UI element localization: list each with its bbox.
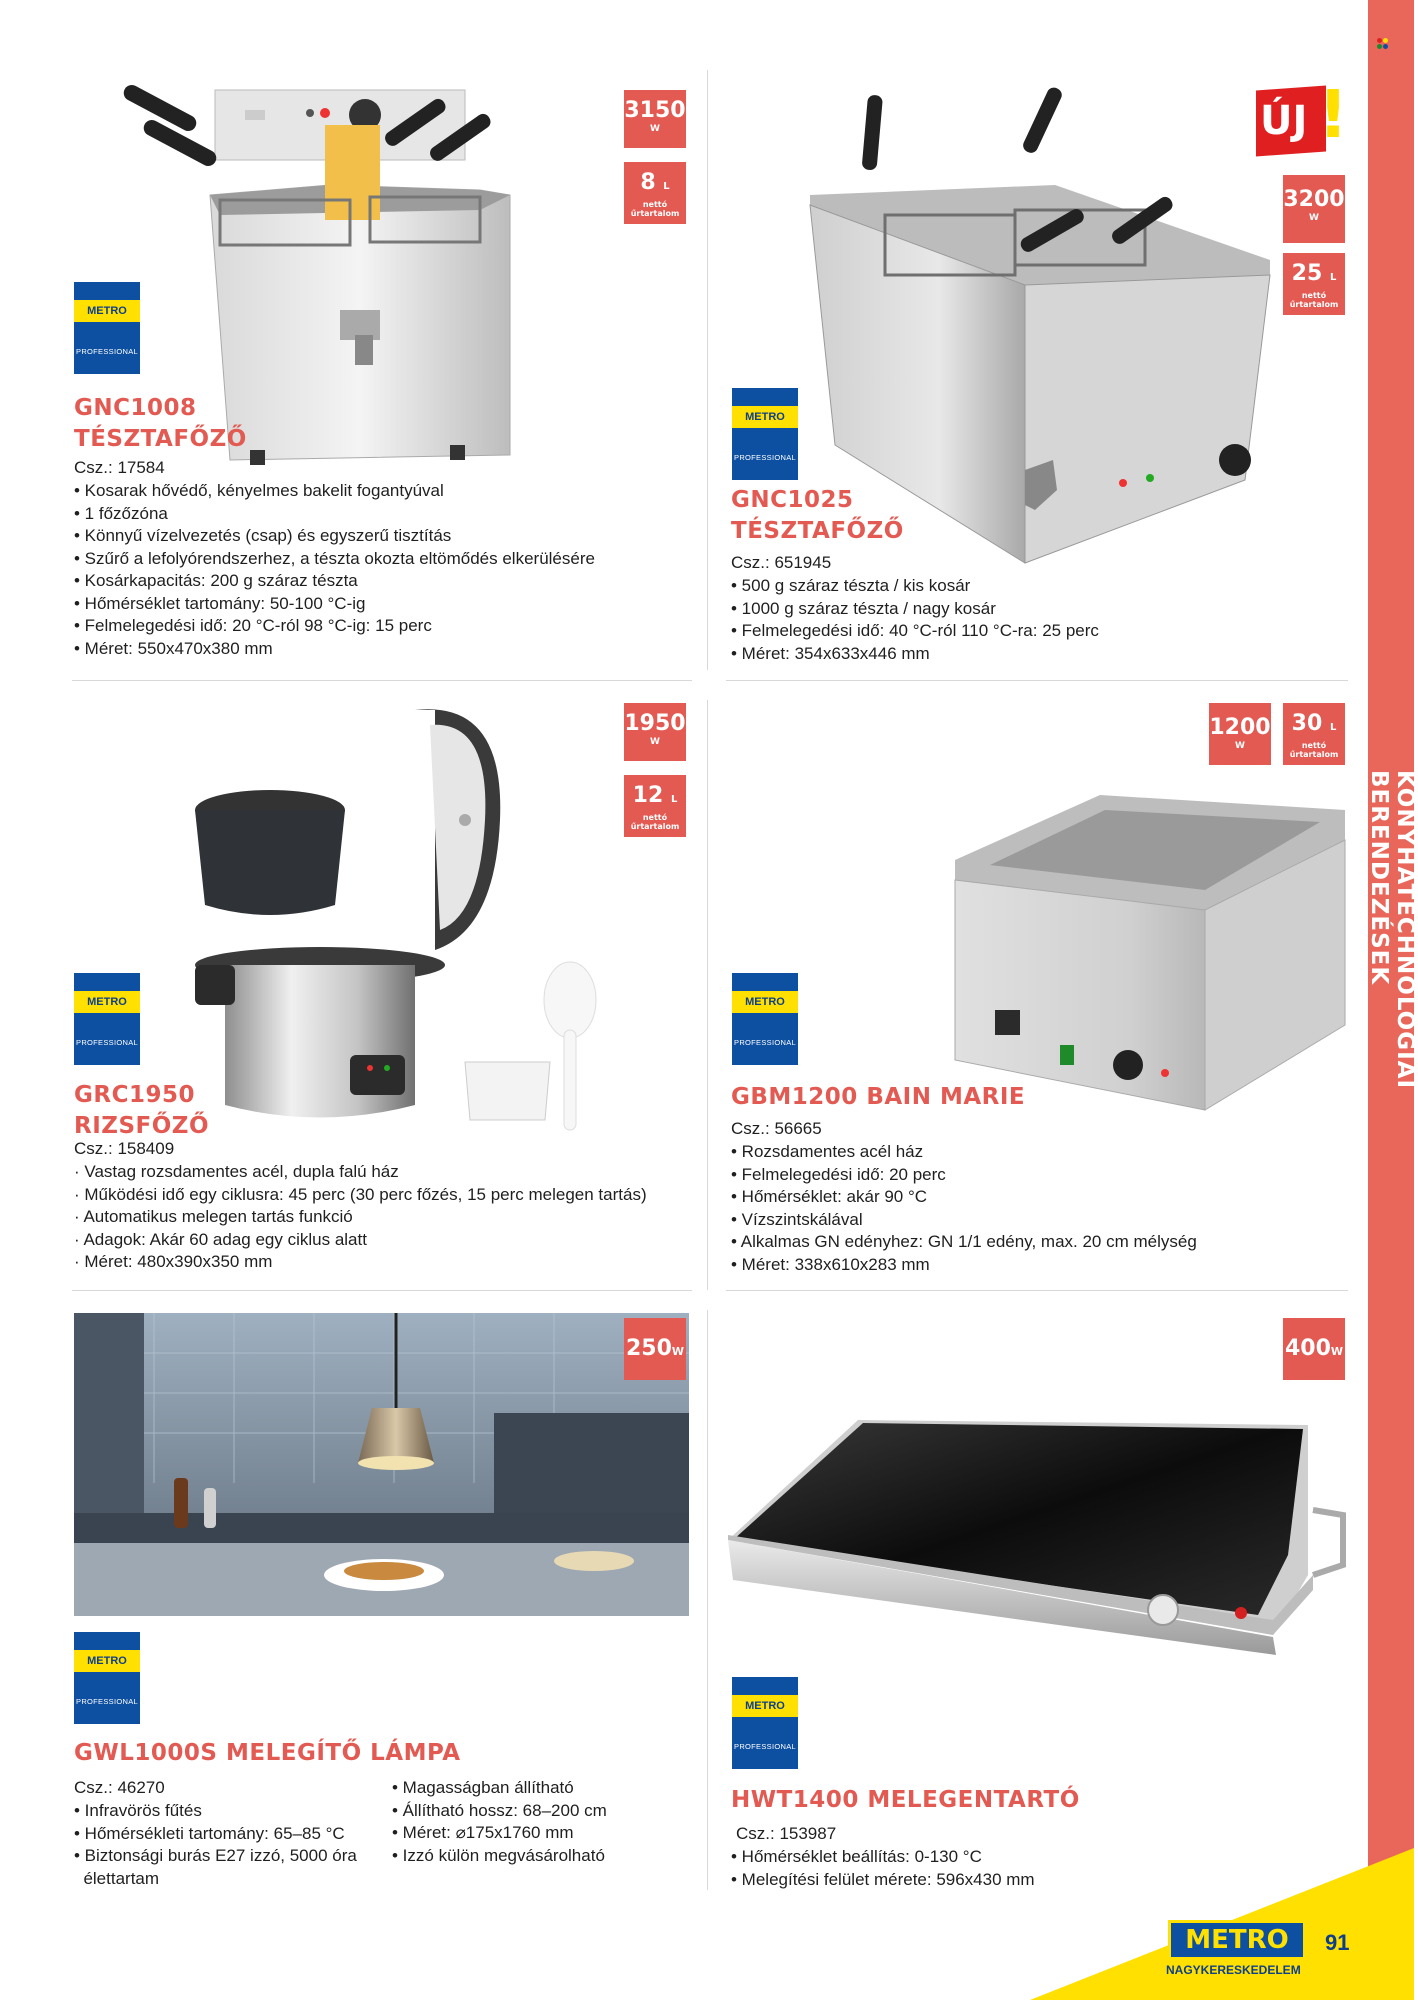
product-code: Csz.: 17584	[74, 458, 165, 477]
feature-list	[731, 1846, 1035, 1891]
list-item: • Hőmérséklet: akár 90 °C	[731, 1187, 928, 1206]
kitchen-heat-lamp-photo	[74, 1313, 689, 1616]
divider	[726, 680, 1348, 681]
list-item: • 1 főzőzóna	[74, 503, 168, 523]
volume-badge: 25 L nettó űrtartalom	[1283, 253, 1345, 315]
warming-tray-image	[728, 1415, 1348, 1645]
volume-badge: 12 L nettó űrtartalom	[624, 775, 686, 837]
list-item: • Alkalmas GN edényhez: GN 1/1 edény, max. 20 cm mélység	[731, 1232, 1197, 1251]
product-title: GNC1025 TÉSZTAFŐZŐ	[731, 487, 904, 544]
product-title: GWL1000S MELEGÍTŐ LÁMPA	[74, 1740, 461, 1766]
rice-cooker-image	[195, 700, 615, 1140]
feature-list	[74, 1161, 647, 1274]
feature-list	[731, 575, 1099, 665]
divider	[72, 680, 692, 681]
list-item: • Rozsdamentes acél ház	[731, 1142, 924, 1161]
product-title: HWT1400 MELEGENTARTÓ	[731, 1787, 1080, 1813]
list-item: · Vastag rozsdamentes acél, dupla falú ház	[74, 1162, 399, 1181]
power-badge: 250W	[624, 1318, 686, 1380]
list-item: • Méret: 338x610x283 mm	[731, 1254, 930, 1274]
list-item: • Infravörös fűtés	[74, 1801, 202, 1820]
list-item: • Kosárkapacitás: 200 g száraz tészta	[74, 571, 358, 590]
metro-professional-logo: METRO PROFESSIONAL	[74, 1632, 140, 1724]
divider	[707, 1310, 708, 1890]
feature-list	[74, 480, 595, 660]
metro-professional-logo: METRO PROFESSIONAL	[732, 1677, 798, 1769]
feature-list	[392, 1777, 607, 1867]
product-title: GNC1008 TÉSZTAFŐZŐ	[74, 395, 247, 452]
power-badge: 1950 W	[624, 703, 686, 761]
list-item: · Méret: 480x390x350 mm	[74, 1252, 273, 1271]
list-item: • Melegítési felület mérete: 596x430 mm	[731, 1869, 1035, 1889]
feature-list	[731, 1141, 1197, 1276]
list-item: • Magasságban állítható	[392, 1778, 574, 1797]
list-item: · Adagok: Akár 60 adag egy ciklus alatt	[74, 1229, 367, 1249]
section-label: KONYHATECHNOLÓGIAI BERENDEZÉSEK	[1366, 770, 1418, 1090]
product-title: GRC1950 RIZSFŐZŐ	[74, 1082, 210, 1139]
feature-list	[74, 1800, 357, 1890]
product-code: Csz.: 46270	[74, 1778, 165, 1797]
list-item: • Állítható hossz: 68–200 cm	[392, 1800, 607, 1820]
list-item: • Szűrő a lefolyórendszerhez, a tészta okozta eltömődés elkerülésére	[74, 548, 595, 568]
page-number: 91	[1325, 1930, 1350, 1955]
footer-subtitle: NAGYKERESKEDELEM	[1166, 1963, 1301, 1977]
list-item: · Automatikus melegen tartás funkció	[74, 1207, 353, 1226]
list-item: • Méret: 550x470x380 mm	[74, 638, 273, 658]
product-code: Csz.: 158409	[74, 1139, 175, 1158]
metro-professional-logo: METRO PROFESSIONAL	[732, 388, 798, 480]
divider	[72, 1290, 692, 1291]
power-badge: 1200 W	[1209, 703, 1271, 765]
power-badge: 3200 W	[1283, 175, 1345, 243]
product-code: Csz.: 56665	[731, 1119, 822, 1138]
list-item: • Felmelegedési idő: 20 °C-ról 98 °C-ig: 15 perc	[74, 616, 432, 635]
power-badge: 400W	[1283, 1318, 1345, 1380]
list-item: élettartam	[74, 1868, 160, 1888]
product-title: GBM1200 BAIN MARIE	[731, 1084, 1026, 1110]
list-item: • Hőmérséklet beállítás: 0-130 °C	[731, 1847, 982, 1866]
bain-marie-image	[950, 790, 1350, 1120]
list-item: • 500 g száraz tészta / kis kosár	[731, 576, 971, 595]
metro-professional-logo: METRO PROFESSIONAL	[74, 973, 140, 1065]
product-code: Csz.: 153987	[736, 1824, 837, 1843]
list-item: • Biztonsági burás E27 izzó, 5000 óra	[74, 1846, 357, 1865]
volume-badge: 8 L nettó űrtartalom	[624, 162, 686, 224]
list-item: • Méret: ⌀175x1760 mm	[392, 1823, 574, 1842]
list-item: • Könnyű vízelvezetés (csap) és egyszerű tisztítás	[74, 526, 452, 545]
colorful-dots-icon	[1377, 38, 1389, 50]
new-badge: ÚJ !	[1256, 80, 1348, 160]
metro-professional-logo: METRO PROFESSIONAL	[74, 282, 140, 374]
divider	[726, 1290, 1348, 1291]
list-item: • Felmelegedési idő: 40 °C-ról 110 °C-ra: 25 perc	[731, 621, 1099, 640]
power-badge: 3150 W	[624, 90, 686, 148]
list-item: • Vízszintskálával	[731, 1209, 863, 1229]
divider	[707, 70, 708, 670]
list-item: • Méret: 354x633x446 mm	[731, 643, 930, 663]
list-item: · Működési idő egy ciklusra: 45 perc (30 perc főzés, 15 perc melegen tartás)	[74, 1184, 647, 1204]
list-item: • 1000 g száraz tészta / nagy kosár	[731, 598, 996, 618]
list-item: • Izzó külön megvásárolható	[392, 1845, 605, 1865]
divider	[707, 700, 708, 1290]
volume-badge: 30 L nettó űrtartalom	[1283, 703, 1345, 765]
metro-logo: METRO	[1168, 1920, 1306, 1960]
list-item: • Kosarak hővédő, kényelmes bakelit fogantyúval	[74, 481, 444, 500]
list-item: • Hőmérséklet tartomány: 50-100 °C-ig	[74, 593, 366, 613]
metro-professional-logo: METRO PROFESSIONAL	[732, 973, 798, 1065]
list-item: • Felmelegedési idő: 20 perc	[731, 1164, 946, 1184]
list-item: • Hőmérsékleti tartomány: 65–85 °C	[74, 1823, 345, 1843]
product-code: Csz.: 651945	[731, 553, 832, 572]
